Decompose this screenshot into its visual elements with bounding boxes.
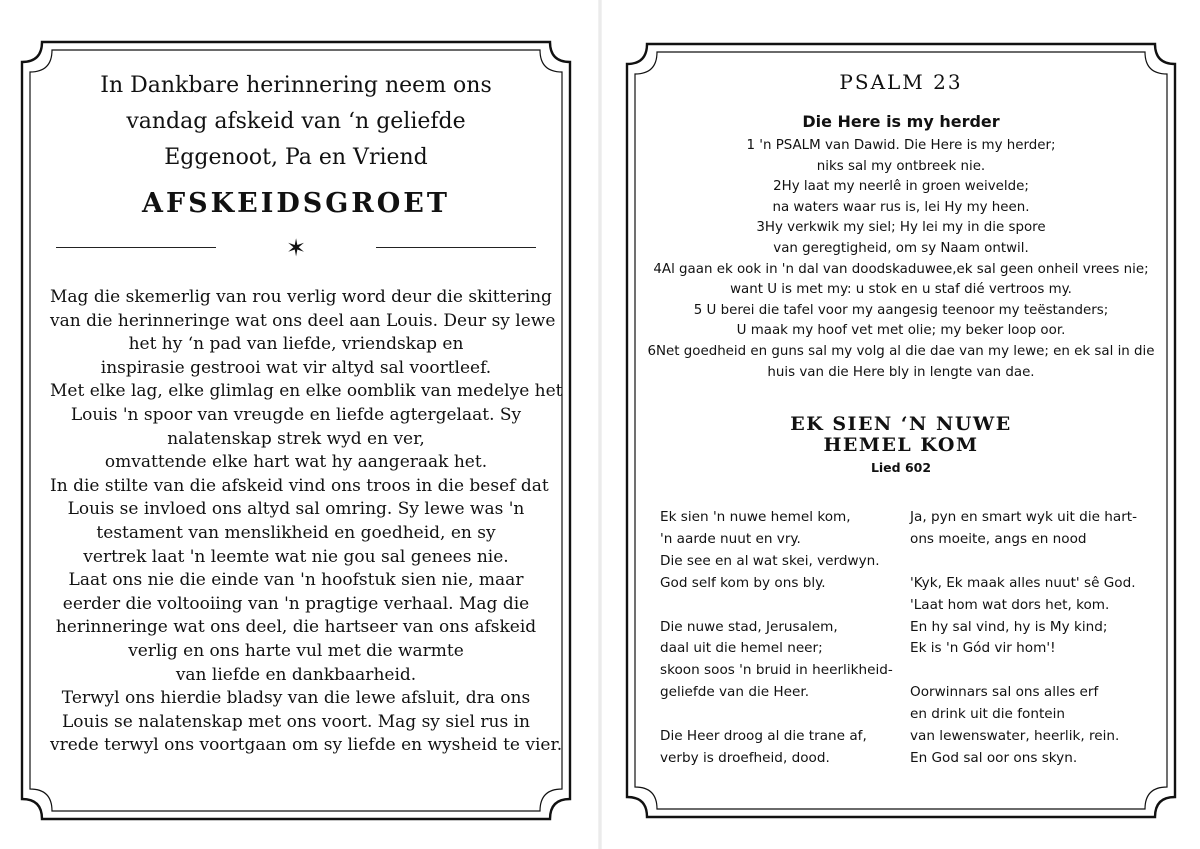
psalm-line: huis van die Here bly in lengte van dae. [767, 364, 1035, 380]
left-panel [20, 40, 572, 821]
page-fold [598, 0, 602, 849]
verse-line [910, 660, 1137, 682]
paragraph-line: van die herinneringe wat ons deel aan Louis. Deur sy lewe [50, 310, 556, 331]
psalm-line: niks sal my ontbreek nie. [816, 158, 986, 174]
verse-line: van lewenswater, heerlik, rein. [910, 728, 1120, 745]
paragraph-line: Laat ons nie die einde van 'n hoofstuk sien nie, maar [68, 570, 524, 591]
paragraph-line: verlig en ons harte vul met die warmte [128, 640, 464, 661]
psalm-line: van geregtigheid, om sy Naam ontwil. [773, 240, 1029, 256]
paragraph-line: testament van menslikheid en goedheid, en sy [96, 522, 496, 543]
paragraph-line: het hy ‘n pad van liefde, vriendskap en [128, 334, 464, 355]
psalm-line: 4Al gaan ek ook in 'n dal van doodskaduwee,ek sal geen onheil vrees nie; [653, 261, 1149, 277]
hymn-column-left [660, 507, 893, 770]
intro-line: Eggenoot, Pa en Vriend [164, 145, 428, 170]
verse-line: 'Laat hom wat dors het, kom. [910, 596, 1110, 613]
verse-line [910, 551, 1137, 573]
paragraph-line: Mag die skemerlig van rou verlig word deur die skittering [50, 287, 552, 307]
hymn-number: Lied 602 [870, 460, 932, 475]
verse-line: ons moeite, angs en nood [910, 530, 1087, 547]
farewell-paragraph [50, 286, 563, 758]
divider-line [376, 247, 536, 248]
verse-line [660, 595, 893, 617]
paragraph-line: In die stilte van die afskeid vind ons troos in die besef dat [50, 475, 549, 496]
verse-line: Ek is 'n Gód vir hom'! [910, 640, 1056, 657]
intro-line: In Dankbare herinnering neem ons [100, 73, 492, 98]
star-icon: ✶ [285, 234, 307, 262]
psalm-line: 1 'n PSALM van Dawid. Die Here is my herder; [746, 138, 1056, 153]
paragraph-line: inspirasie gestrooi wat vir altyd sal voortleef. [100, 357, 492, 378]
verse-line: Oorwinnars sal ons alles erf [910, 684, 1099, 701]
verse-line [660, 704, 893, 726]
verse-line: verby is droefheid, dood. [660, 749, 830, 766]
verse-line: daal uit die hemel neer; [660, 640, 823, 657]
paragraph-line: Louis se nalatenskap met ons voort. Mag sy siel rus in [62, 711, 530, 732]
page-title: AFSKEIDSGROET [142, 188, 450, 219]
paragraph-line: eerder die voltooiing van 'n pragtige verhaal. Mag die [62, 593, 530, 614]
verse-line: 'n aarde nuut en vry. [660, 530, 801, 547]
psalm-subtitle: Die Here is my herder [802, 112, 1000, 131]
intro-line: vandag afskeid van ‘n geliefde [126, 109, 466, 134]
paragraph-line: van liefde en dankbaarheid. [175, 664, 417, 685]
divider-line [56, 247, 216, 248]
verse-line: Die nuwe stad, Jerusalem, [660, 618, 838, 635]
psalm-line: 3Hy verkwik my siel; Hy lei my in die spore [756, 220, 1046, 236]
paragraph-line: Terwyl ons hierdie bladsy van die lewe afsluit, dra ons [61, 688, 531, 709]
verse-line: en drink uit die fontein [910, 706, 1066, 723]
psalm-line: na waters waar rus is, lei Hy my heen. [772, 199, 1030, 215]
verse-line: geliefde van die Heer. [660, 684, 810, 701]
paragraph-line: Louis 'n spoor van vreugde en liefde agtergelaat. Sy [70, 404, 522, 425]
verse-line: Die Heer droog al die trane af, [660, 728, 867, 745]
verse-line: God self kom by ons bly. [660, 574, 826, 591]
psalm-title: PSALM 23 [839, 70, 963, 94]
paragraph-line: nalatenskap strek wyd en ver, [167, 428, 425, 449]
verse-line: Ja, pyn en smart wyk uit die hart- [910, 509, 1138, 525]
verse-line: En hy sal vind, hy is My kind; [910, 618, 1108, 635]
psalm-line: 2Hy laat my neerlê in groen weivelde; [773, 179, 1029, 195]
paragraph-line: vrede terwyl ons voortgaan om sy liefde en wysheid te vier. [50, 735, 563, 756]
hymn-column-right [910, 507, 1137, 770]
hymn-title-line: HEMEL KOM [823, 434, 979, 456]
verse-line: Die see en al wat skei, verdwyn. [660, 552, 880, 569]
psalm-line: 5 U berei die tafel voor my aangesig teenoor my teëstanders; [693, 302, 1109, 318]
right-panel [625, 42, 1177, 819]
psalm-line: want U is met my: u stok en u staf dié vertroos my. [730, 282, 1072, 298]
paragraph-line: herinneringe wat ons deel, die hartseer van ons afskeid [55, 617, 537, 638]
paragraph-line: vertrek laat 'n leemte wat nie gou sal genees nie. [83, 546, 509, 567]
divider-ornament [56, 234, 536, 262]
verse-line: Ek sien 'n nuwe hemel kom, [660, 509, 851, 525]
verse-line: En God sal oor ons skyn. [910, 749, 1078, 766]
verse-line: 'Kyk, Ek maak alles nuut' sê God. [910, 574, 1136, 591]
psalm-line: U maak my hoof vet met olie; my beker loop oor. [736, 323, 1066, 339]
psalm-text [635, 136, 1167, 383]
paragraph-line: Met elke lag, elke glimlag en elke oomblik van medelye het [50, 381, 563, 402]
paragraph-line: Louis se invloed ons altyd sal omring. Sy lewe was 'n [67, 499, 525, 520]
hymn-title-line: EK SIEN ‘N NUWE [790, 413, 1012, 435]
hymn-title [645, 414, 1157, 456]
intro-text [60, 68, 532, 176]
verse-line: skoon soos 'n bruid in heerlikheid- [660, 662, 893, 679]
psalm-line: 6Net goedheid en guns sal my volg al die dae van my lewe; en ek sal in die [647, 343, 1155, 359]
paragraph-line: omvattende elke hart wat hy aangeraak het. [104, 452, 488, 473]
